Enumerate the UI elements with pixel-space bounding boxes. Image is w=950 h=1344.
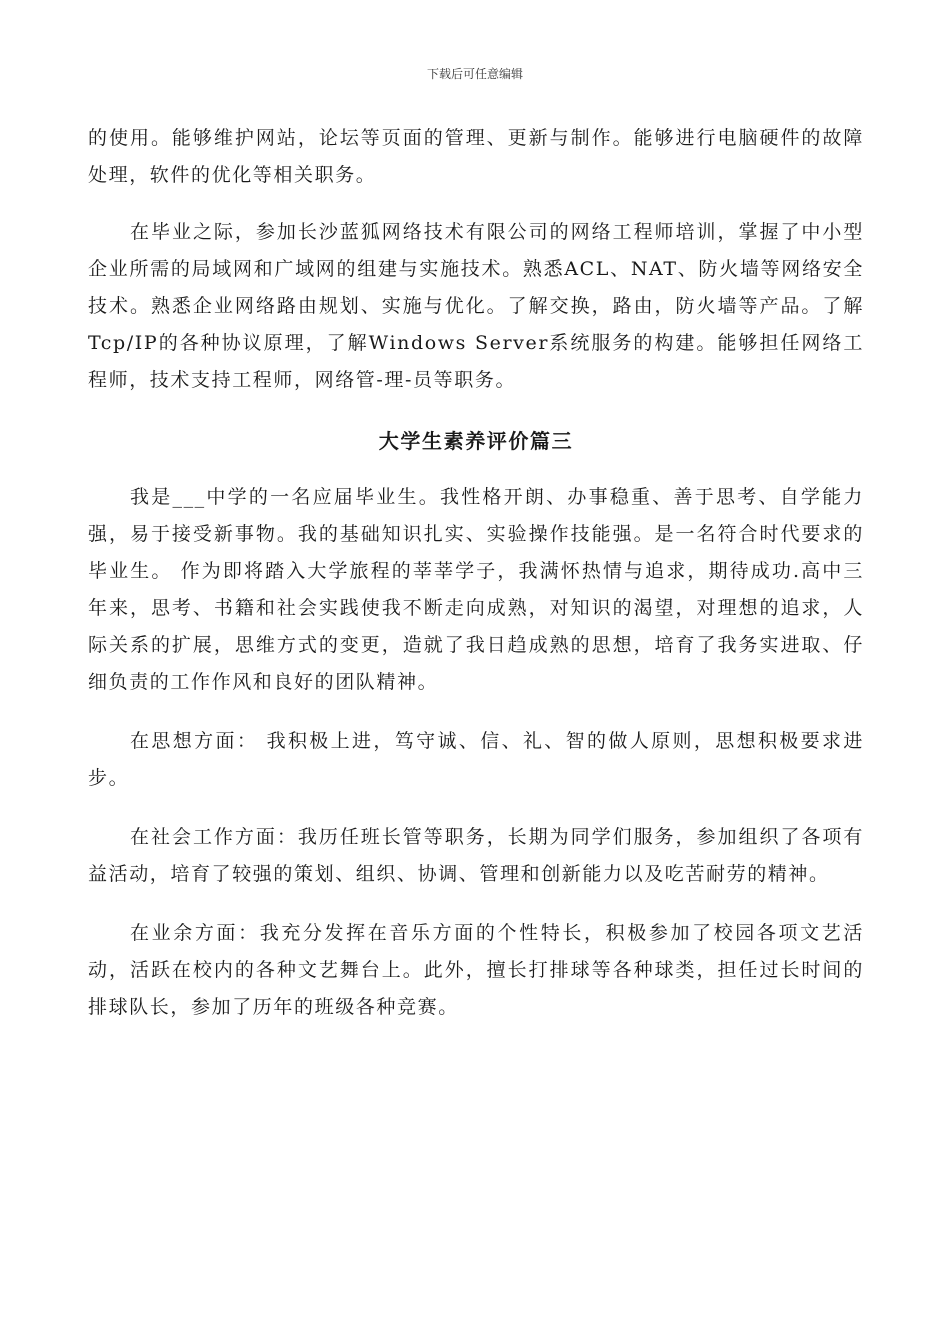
section-title: 大学生素养评价篇三 <box>378 429 574 453</box>
paragraph-social-work: 在社会工作方面：我历任班长管等职务，长期为同学们服务，参加组织了各项有益活动，培育了较强的策划、组织、协调、管理和创新能力以及吃苦耐劳的精神。 <box>88 826 864 885</box>
paragraph-website-maintenance: 的使用。能够维护网站，论坛等页面的管理、更新与制作。能够进行电脑硬件的故障处理，软件的优化等相关职务。 <box>88 127 864 186</box>
page-header-note: 下载后可任意编辑 <box>426 67 523 81</box>
paragraph-ideology: 在思想方面： 我积极上进，笃守诚、信、礼、智的做人原则，思想积极要求进步。 <box>88 730 864 789</box>
paragraph-network-training: 在毕业之际，参加长沙蓝狐网络技术有限公司的网络工程师培训，掌握了中小型企业所需的局域网和广域网的组建与实施技术。熟悉ACL、NAT、防火墙等网络安全技术。熟悉企业网络路由规划、实施与优化。了解交换，路由，防火墙等产品。了解Tcp/IP的各种协议原理，了解Windows Server系统服务的构建。能够担任网络工程师，技术支持工程师，网络管-理-员等职务。 <box>88 221 864 391</box>
paragraph-self-introduction: 我是___中学的一名应届毕业生。我性格开朗、办事稳重、善于思考、自学能力强，易于接受新事物。我的基础知识扎实、实验操作技能强。是一名符合时代要求的毕业生。 作为即将踏入大学旅程的莘莘学子，我满怀热情与追求，期待成功.高中三年来，思考、书籍和社会实践使我不断走向成熟，对知识的渴望，对理想的追求，人际关系的扩展，思维方式的变更，造就了我日趋成熟的思想，培育了我务实进取、仔细负责的工作作风和良好的团队精神。 <box>88 486 864 693</box>
document-body <box>88 120 864 1026</box>
paragraph-leisure: 在业余方面：我充分发挥在音乐方面的个性特长，积极参加了校园各项文艺活动，活跃在校内的各种文艺舞台上。此外，擅长打排球等各种球类，担任过长时间的排球队长，参加了历年的班级各种竞赛。 <box>88 922 864 1018</box>
